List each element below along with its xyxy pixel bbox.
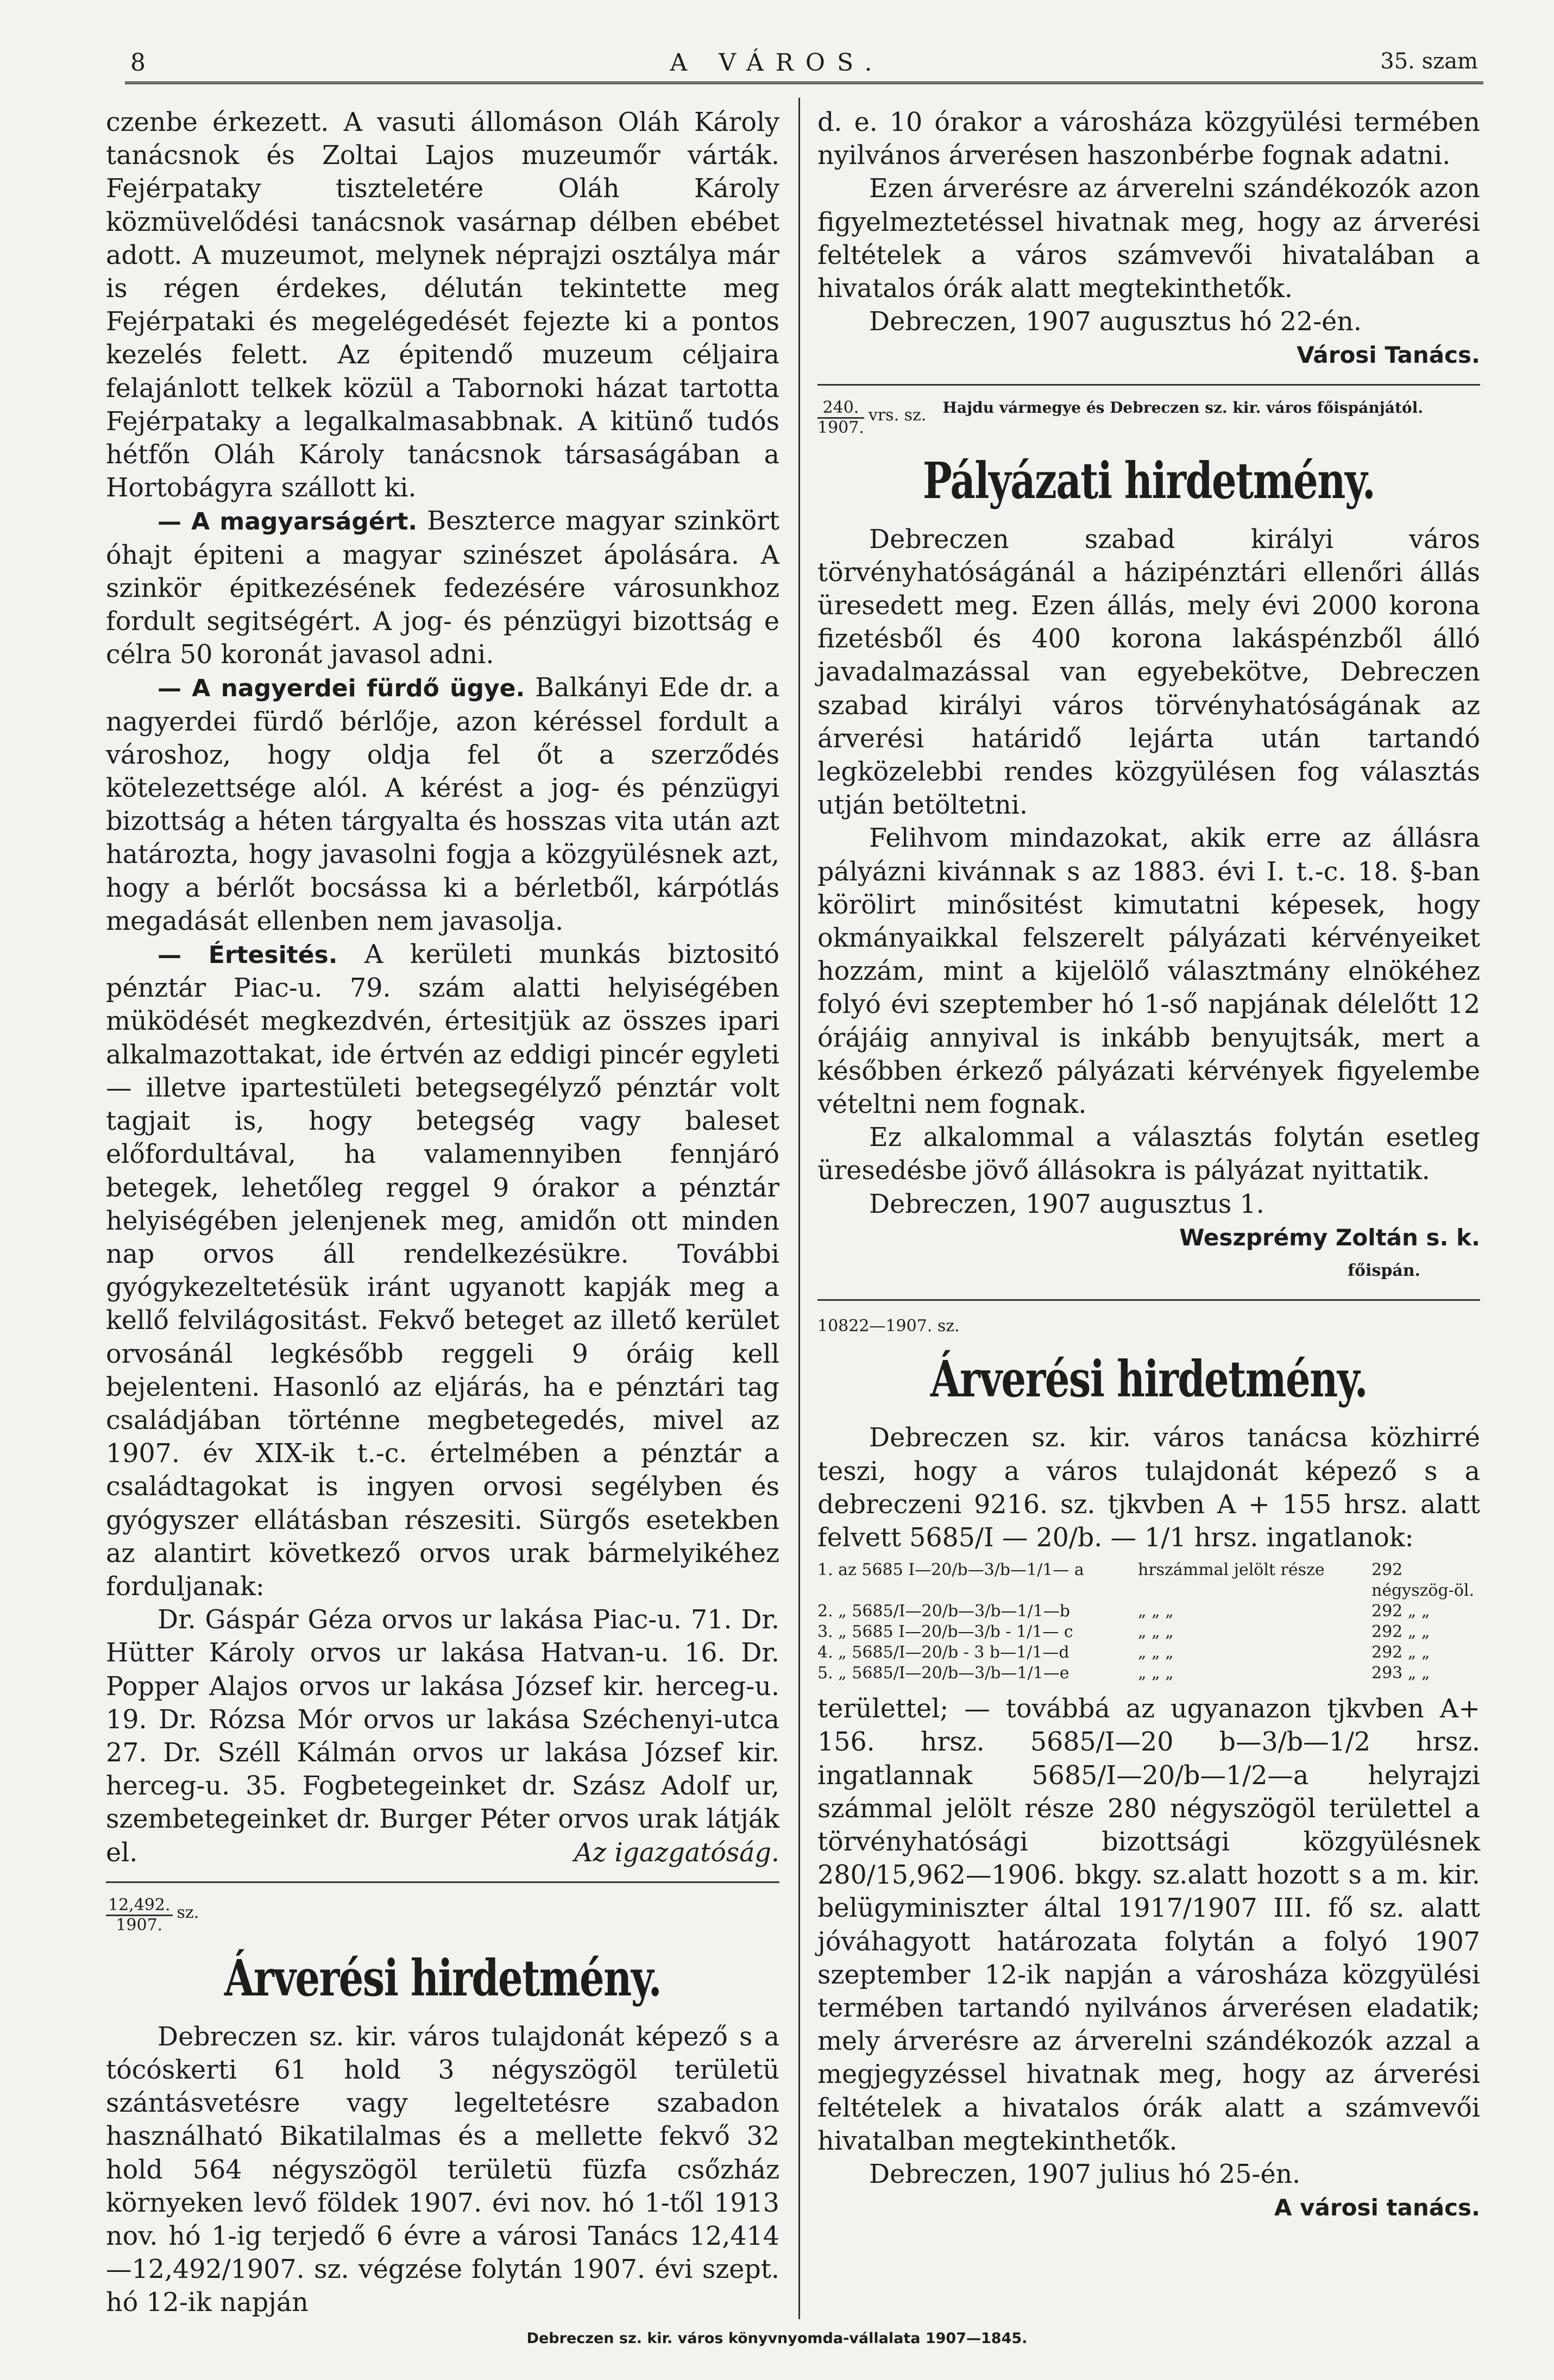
- table-row: 2. „ 5685/I—20/b—3/b—1/1—b „ „ „ 292 „ „: [817, 1602, 1430, 1621]
- auction-continuation: d. e. 10 órakor a városháza közgyülési termében nyilvános árverésen haszonbérbe fognak adatni.: [817, 108, 1480, 171]
- auction-body: Debreczen sz. kir. város tulajdonát képező s a tócóskerti 61 hold 3 négyszögöl területü szántásvetésre vagy legeltetésre szabadon használható Bikatilalmas és a mellette fekvő 32 hold 564 négyszögöl területü füzfa csőzház környeken levő földek 1907. évi nov. hó 1-től 1913 nov. hó 1-ig terjedő 6 évre a városi Tanács 12,414—12,492/1907. sz. végzése folytán 1907. évi szept. hó 12-ik napján: [106, 2022, 779, 2318]
- auction-title: Árverési hirdetmény.: [224, 1948, 662, 2007]
- right-column: [817, 106, 1480, 2224]
- tender-date: Debreczen, 1907 augusztus 1.: [869, 1189, 1264, 1219]
- issue-number: 35. szam: [1380, 49, 1478, 74]
- signature-varosi-tanacs: Városi Tanács.: [1297, 342, 1480, 369]
- tender-p1: Debreczen szabad királyi város törvényhatóságánál a házipénztári ellenőri állás üresedett meg. Ezen állás, mely évi 2000 korona fizetésből és 400 korona lakáspénzből álló javadalmazással van egyebekötve, Debreczen szabad királyi város törvényhatóságának az árverési határidő lejárta után tartandó legközelebbi rendes közgyülésen fog választás utján betöltetni.: [817, 524, 1480, 821]
- reference-number-10822: 10822—1907. sz.: [817, 1317, 960, 1336]
- signature-varosi-tanacs-2: A városi tanács.: [1274, 2194, 1480, 2221]
- auction2-date: Debreczen, 1907 julius hó 25-én.: [869, 2159, 1301, 2189]
- tender-p3: Ez alkalommal a választás folytán esetleg üresedésbe jövő állásokra is pályázat nyittatik.: [817, 1123, 1480, 1186]
- tender-p2: Felihvom mindazokat, akik erre az állásra pályázni kivánnak s az 1883. évi I. t.-c. 18. §-ban körölirt minősitést kimutatni képesek, hogy okmányaikkal felszerelt pályázati kérvényeiket hozzám, mint a kijelölő választmány elnökéhez folyó évi szeptember hó 1-ső napjának délelőtt 12 órájáig annyival is inkább benyujtsák, mert a későbben érkező pályázati kérvények figyelembe vételtni nem fognak.: [817, 823, 1480, 1120]
- heading-furdo: — A nagyerdei fürdő ügye.: [158, 675, 525, 703]
- divider: [106, 1881, 779, 1883]
- auction-note: Ezen árverésre az árverelni szándékozók azon figyelmeztetéssel hivatnak meg, hogy az árverési feltételek a város számvevői hivatalában a hivatalos órák alatt megtekinthetők.: [817, 174, 1480, 304]
- auction-date: Debreczen, 1907 augusztus hó 22-én.: [869, 307, 1362, 337]
- column-divider: [798, 98, 800, 2319]
- left-column: [106, 106, 779, 2320]
- divider: [817, 1299, 1480, 1301]
- auction2-p2: területtel; — továbbá az ugyanazon tjkvben A+ 156. hrsz. 5685/I—20 b—3/b—1/2 hrsz. ingatlannak 5685/I—20/b—1/2—a helyrajzi számmal jelölt része 280 négyszögöl területtel a törvényhatósági bizottsági közgyülésnek 280/15,962—1906. bkgy. sz.alatt hozott s a m. kir. belügyminiszter által 1917/1907 III. fő sz. alatt jóváhagyott határozata folytán a folyó 1907 szeptember 12-ik napján a városháza közgyülési termében tartandó nyilvános árverésen eladatik; mely árverésre az árverelni szándékozók azzal a megjegyzéssel hivatnak meg, hogy az árverési feltételek a hivatalos órák alatt a számvevői hivatalban megtekinthetők.: [817, 1694, 1480, 2156]
- signature-weszpremy: Weszprémy Zoltán s. k.: [1179, 1224, 1480, 1251]
- doctors-list: Dr. Gáspár Géza orvos ur lakása Piac-u. 71. Dr. Hütter Károly orvos ur lakása Hatvan-u. 16. Dr. Popper Alajos orvos ur lakása József kir. herceg-u. 19. Dr. Rózsa Mór orvos ur lakása Széchenyi-utca 27. Dr. Széll Kálmán orvos ur lakása József kir. herceg-u. 35. Fogbetegeinket dr. Szász Adolf ur, szembetegeinket dr. Burger Péter orvos urak látják el. Az igazgatóság.: [106, 1603, 779, 1869]
- issuer-line: Hajdu vármegye és Debreczen sz. kir. város főispánjától.: [942, 398, 1423, 417]
- doctors-signature: Az igazgatóság.: [574, 1837, 779, 1868]
- table-row: 5. „ 5685/I—20/b—3/b—1/1—e „ „ „ 293 „ „: [817, 1664, 1430, 1683]
- article-fejerpataky: czenbe érkezett. A vasuti állomáson Oláh Károly tanácsnok és Zoltai Lajos muzeumőr várták. Fejérpataky tiszteletére Oláh Károly közmüvelődési tanácsnok vasárnap délben ebébet adott. A muzeumot, melynek néprajzi osztálya már is régen érdekes, délután tekintette meg Fejérpataki és megelégedését fejezte ki a pontos kezelés felett. Az épitendő muzeum céljaira felajánlott telkek közül a Tabornoki házat tartotta Fejérpataky a legalkalmasabbnak. A kitünő tudós hétfőn Oláh Károly tanácsnok társaságában a Hortobágyra szállott ki.: [106, 108, 779, 503]
- plot-table: [817, 1560, 1480, 1684]
- reference-number-240: $\frac{240.}{1907.}$ vrs. sz. Hajdu vármegye és Debreczen sz. kir. város főispánjától.: [817, 399, 1480, 437]
- page-number: 8: [130, 49, 146, 77]
- newspaper-title: A VÁROS.: [670, 49, 884, 77]
- table-row: 1. az 5685 I—20/b—3/b—1/1— a hrszámmal jelölt része 292 négyszög-öl.: [817, 1560, 1475, 1601]
- page-header: [0, 49, 1554, 92]
- auction2-title: Árverési hirdetmény.: [930, 1350, 1368, 1409]
- table-row: 3. „ 5685 I—20/b—3/b - 1/1— c „ „ „ 292 „ „: [817, 1622, 1430, 1642]
- article-furdo: — A nagyerdei fürdő ügye. Balkányi Ede dr. a nagyerdei fürdő bérlője, azon kéréssel fordult a városhoz, hogy oldja fel őt a szerződés kötelezettsége alól. A kérést a jog- és pénzügyi bizottság a héten tárgyalta és hosszas vita után azt határozta, hogy javasolni fogja a közgyülésnek azt, hogy a bérlőt bocsássa ki a bérletből, kárpótlás megadását ellenben nem javasolja.: [106, 673, 779, 936]
- auction2-p1: Debreczen sz. kir. város tanácsa közhirré teszi, hogy a város tulajdonát képező s a debreczeni 9216. sz. tjkvben A + 155 hrsz. alatt felvett 5685/I — 20/b. — 1/1 hrsz. ingatlanok:: [817, 1423, 1480, 1553]
- reference-number: $\frac{12,492.}{1907.}$ sz.: [106, 1896, 779, 1935]
- divider: [817, 384, 1480, 386]
- printer-footer: Debreczen sz. kir. város könyvnyomda-vállalata 1907—1845.: [526, 2330, 1028, 2347]
- table-row: 4. „ 5685/I—20/b - 3 b—1/1—d „ „ „ 292 „ „: [817, 1643, 1430, 1663]
- header-rule: [125, 81, 1483, 84]
- heading-magyarsag: — A magyarságért.: [158, 508, 418, 536]
- signature-role: főispán.: [1348, 1261, 1420, 1281]
- heading-ertesites: — Értesités.: [158, 941, 338, 969]
- tender-title: Pályázati hirdetmény.: [922, 451, 1375, 510]
- article-ertesites: — Értesités. A kerületi munkás biztositó pénztár Piac-u. 79. szám alatti helyiségében müködését megkezdvén, értesitjük az összes ipari alkalmazottakat, ide értvén az eddigi pincér egyleti — illetve ipartestületi betegsegélyző pénztár volt tagjait is, hogy betegség vagy baleset előfordultával, ha valamennyiben fennjáró betegek, lehetőleg reggel 9 órakor a pénztár helyiségében jelenjenek meg, amidőn ott minden nap orvos áll rendelkezésükre. További gyógykezeltetésük iránt ugyanott kapják meg a kellő felvilágositást. Fekvő beteget az illető kerület orvosánál legkésőbb reggeli 9 óráig kell bejelenteni. Hasonló az eljárás, ha e pénztári tag családjában történne megbetegedés, mivel az 1907. év XIX-ik t.-c. értelmében a pénztár a családtagokat is ingyen orvosi segélyben és gyógyszer ellátásban részesiti. Sürgős esetekben az alantirt következő orvos urak bármelyikéhez forduljanak:: [106, 940, 780, 1602]
- article-magyarsag: — A magyarságért. Beszterce magyar szinkört óhajt épiteni a magyar szinészet ápolására. A szinkör épitkezésének fedezésére városunkhoz fordult segitségért. A jog- és pénzügyi bizottság e célra 50 koronát javasol adni.: [106, 506, 779, 670]
